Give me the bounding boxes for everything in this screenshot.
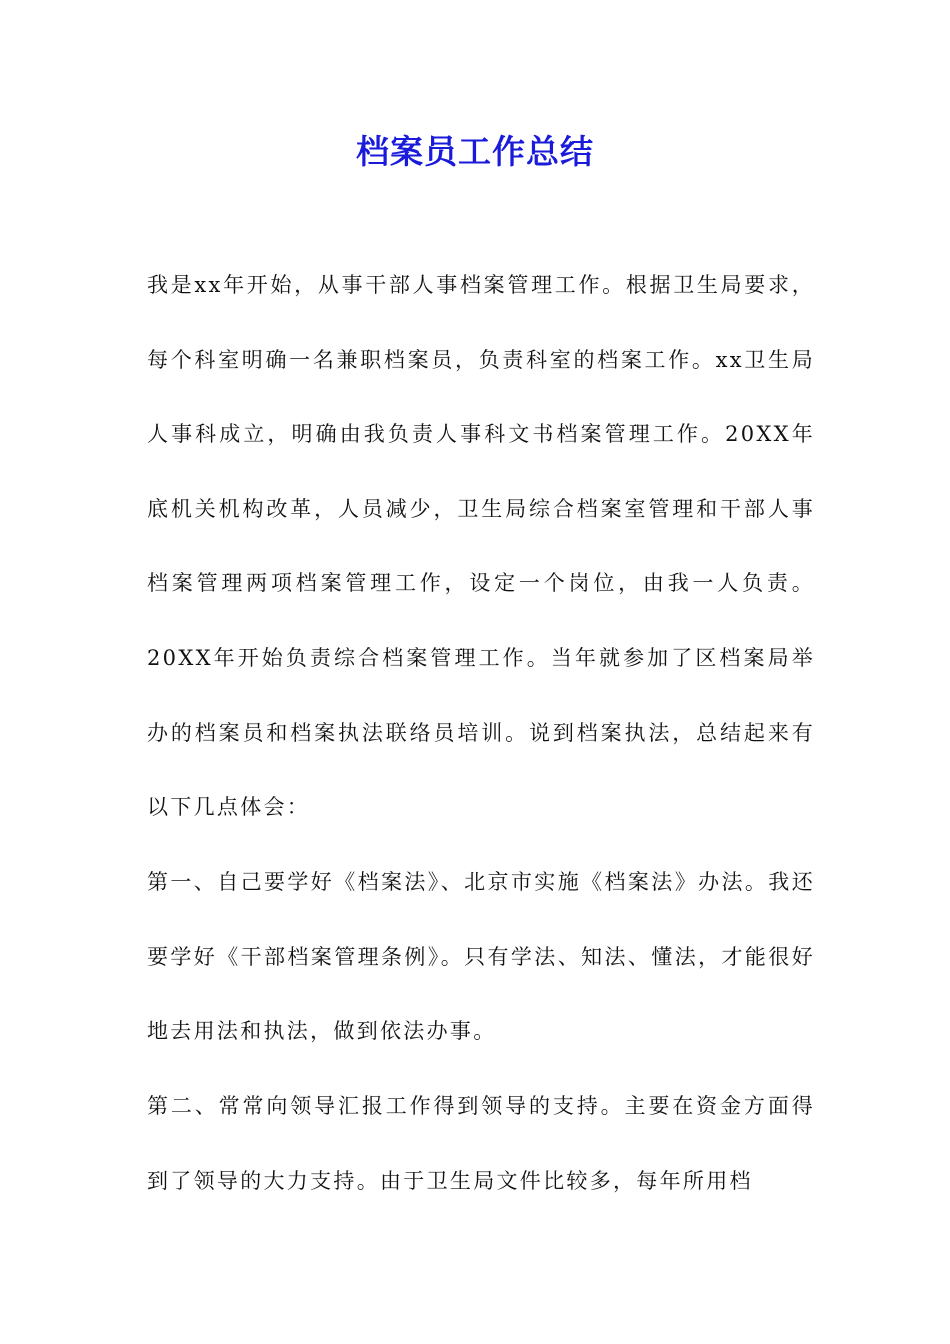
paragraph-text: 我是xx年开始，从事干部人事档案管理工作。根据卫生局要求，每个科室明确一名兼职档案员，负责科室的档案工作。xx卫生局人事科成立，明确由我负责人事科文书档案管理工作。20XX年底机关机构改革，人员减少，卫生局综合档案室管理和干部人事档案管理两项档案管理工作，设定一个岗位，由我一人负责。20XX年开始负责综合档案管理工作。当年就参加了区档案局举办的档案员和档案执法联络员培训。说到档案执法，总结起来有以下几点体会：: [147, 273, 815, 820]
paragraph-text: 第一、自己要学好《档案法》、北京市实施《档案法》办法。我还要学好《干部档案管理条例》。只有学法、知法、懂法，才能很好地去用法和执法，做到依法办事。: [147, 870, 815, 1044]
document-title: 档案员工作总结: [356, 132, 594, 171]
paragraph-text: 第二、常常向领导汇报工作得到领导的支持。主要在资金方面得到了领导的大力支持。由于卫生局文件比较多，每年所用档: [147, 1094, 815, 1193]
paragraph-intro: [147, 248, 815, 845]
paragraph-point-two: [147, 1069, 815, 1218]
paragraph-point-one: [147, 845, 815, 1069]
